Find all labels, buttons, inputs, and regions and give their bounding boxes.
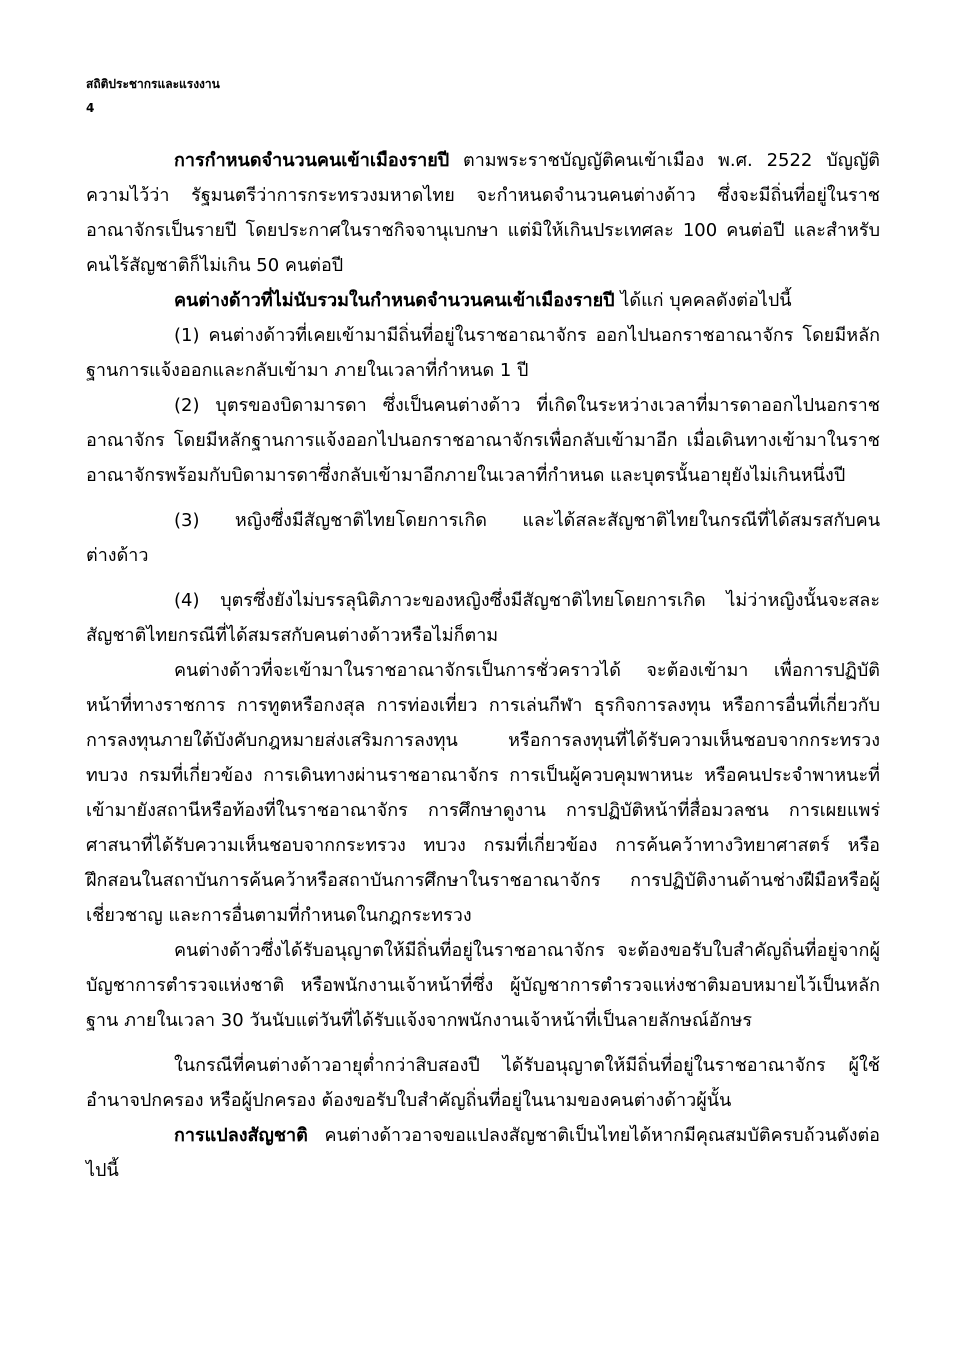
paragraph-text: คนต่างด้าวที่จะเข้ามาในราชอาณาจักรเป็นการชั่วคราวได้ จะต้องเข้ามา เพื่อการปฏิบัติหน้าที่ทางราชการ การทูตหรือกงสุล การท่องเที่ยว การเล่นกีฬา ธุรกิจการลงทุน หรือการอื่นที่เกี่ยวกับการลงทุนภายใต้บังคับกฎหมายส่งเสริมการลงทุน หรือการลงทุนที่ได้รับความเห็นชอบจากกระทรวง ทบวง กรมที่เกี่ยวข้อง การเดินทางผ่านราชอาณาจักร การเป็นผู้ควบคุมพาหนะ หรือคนประจำพาหนะที่เข้ามายังสถานีหรือท้องที่ในราชอาณาจักร การศึกษาดูงาน การปฏิบัติหน้าที่สื่อมวลชน การเผยแพร่ศาสนาที่ได้รับความเห็นชอบจากกระทรวง ทบวง กรมที่เกี่ยวข้อง การค้นคว้าทางวิทยาศาสตร์ หรือฝึกสอนในสถาบันการค้นคว้าหรือสถาบันการศึกษาในราชอาณาจักร การปฏิบัติงานด้านช่างฝีมือหรือผู้เชี่ยวชาญ และการอื่นตามที่กำหนดในกฎกระทรวง: [86, 660, 880, 926]
paragraph-text: (4) บุตรซึ่งยังไม่บรรลุนิติภาวะของหญิงซึ่งมีสัญชาติไทยโดยการเกิด ไม่ว่าหญิงนั้นจะสละสัญชาติไทยกรณีที่ได้สมรสกับคนต่างด้าวหรือไม่ก็ตาม: [86, 590, 880, 646]
list-item-1: [86, 318, 880, 388]
paragraph-text: (2) บุตรของบิดามารดา ซึ่งเป็นคนต่างด้าว ที่เกิดในระหว่างเวลาที่มารดาออกไปนอกราชอาณาจักร โดยมีหลักฐานการแจ้งออกไปนอกราชอาณาจักรเพื่อกลับเข้ามาอีก เมื่อเดินทางเข้ามาในราชอาณาจักรพร้อมกับบิดามารดาซึ่งกลับเข้ามาอีกภายในเวลาที่กำหนด และบุตรนั้นอายุยังไม่เกินหนึ่งปี: [86, 395, 880, 486]
paragraph-heading: คนต่างด้าวที่ไม่นับรวมในกำหนดจำนวนคนเข้าเมืองรายปี: [174, 290, 615, 311]
list-item-3: [86, 503, 880, 573]
list-item-4: [86, 583, 880, 653]
paragraph-text: ตามพระราชบัญญัติคนเข้าเมือง พ.ศ. 2522 บัญญัติความไว้ว่า รัฐมนตรีว่าการกระทรวงมหาดไทย จะกำหนดจำนวนคนต่างด้าว ซึ่งจะมีถิ่นที่อยู่ในราชอาณาจักรเป็นรายปี โดยประกาศในราชกิจจานุเบกษา แต่มิให้เกินประเทศละ 100 คนต่อปี และสำหรับคนไร้สัญชาติก็ไม่เกิน 50 คนต่อปี: [86, 150, 880, 276]
paragraph-heading: การกำหนดจำนวนคนเข้าเมืองรายปี: [174, 150, 450, 171]
paragraph-minor-aliens: [86, 1048, 880, 1118]
list-item-2: [86, 388, 880, 493]
paragraph-naturalization: [86, 1118, 880, 1188]
paragraph-temporary-entry: [86, 653, 880, 933]
paragraph-text: คนต่างด้าวอาจขอแปลงสัญชาติเป็นไทยได้หากมีคุณสมบัติครบถ้วนดังต่อไปนี้: [86, 1125, 880, 1181]
paragraph-residence-certificate: [86, 933, 880, 1038]
document-title: สถิติประชากรและแรงงาน: [86, 77, 220, 91]
paragraph-text: (3) หญิงซึ่งมีสัญชาติไทยโดยการเกิด และได้สละสัญชาติไทยในกรณีที่ได้สมรสกับคนต่างด้าว: [86, 510, 880, 566]
paragraph-text: ในกรณีที่คนต่างด้าวอายุต่ำกว่าสิบสองปี ได้รับอนุญาตให้มีถิ่นที่อยู่ในราชอาณาจักร ผู้ใช้อำนาจปกครอง หรือผู้ปกครอง ต้องขอรับใบสำคัญถิ่นที่อยู่ในนามของคนต่างด้าวผู้นั้น: [86, 1055, 880, 1111]
paragraph-excluded-aliens: [86, 283, 880, 318]
paragraph-text: (1) คนต่างด้าวที่เคยเข้ามามีถิ่นที่อยู่ในราชอาณาจักร ออกไปนอกราชอาณาจักร โดยมีหลักฐานการแจ้งออกและกลับเข้ามา ภายในเวลาที่กำหนด 1 ปี: [86, 325, 880, 381]
page-number: 4: [86, 101, 95, 115]
paragraph-text: ได้แก่ บุคคลดังต่อไปนี้: [614, 290, 792, 311]
page-header: [86, 72, 220, 120]
paragraph-immigration-quota: [86, 143, 880, 283]
document-body: [86, 143, 880, 1188]
paragraph-heading: การแปลงสัญชาติ: [174, 1125, 308, 1146]
paragraph-text: คนต่างด้าวซึ่งได้รับอนุญาตให้มีถิ่นที่อยู่ในราชอาณาจักร จะต้องขอรับใบสำคัญถิ่นที่อยู่จากผู้บัญชาการตำรวจแห่งชาติ หรือพนักงานเจ้าหน้าที่ซึ่ง ผู้บัญชาการตำรวจแห่งชาติมอบหมายไว้เป็นหลักฐาน ภายในเวลา 30 วันนับแต่วันที่ได้รับแจ้งจากพนักงานเจ้าหน้าที่เป็นลายลักษณ์อักษร: [86, 940, 880, 1031]
